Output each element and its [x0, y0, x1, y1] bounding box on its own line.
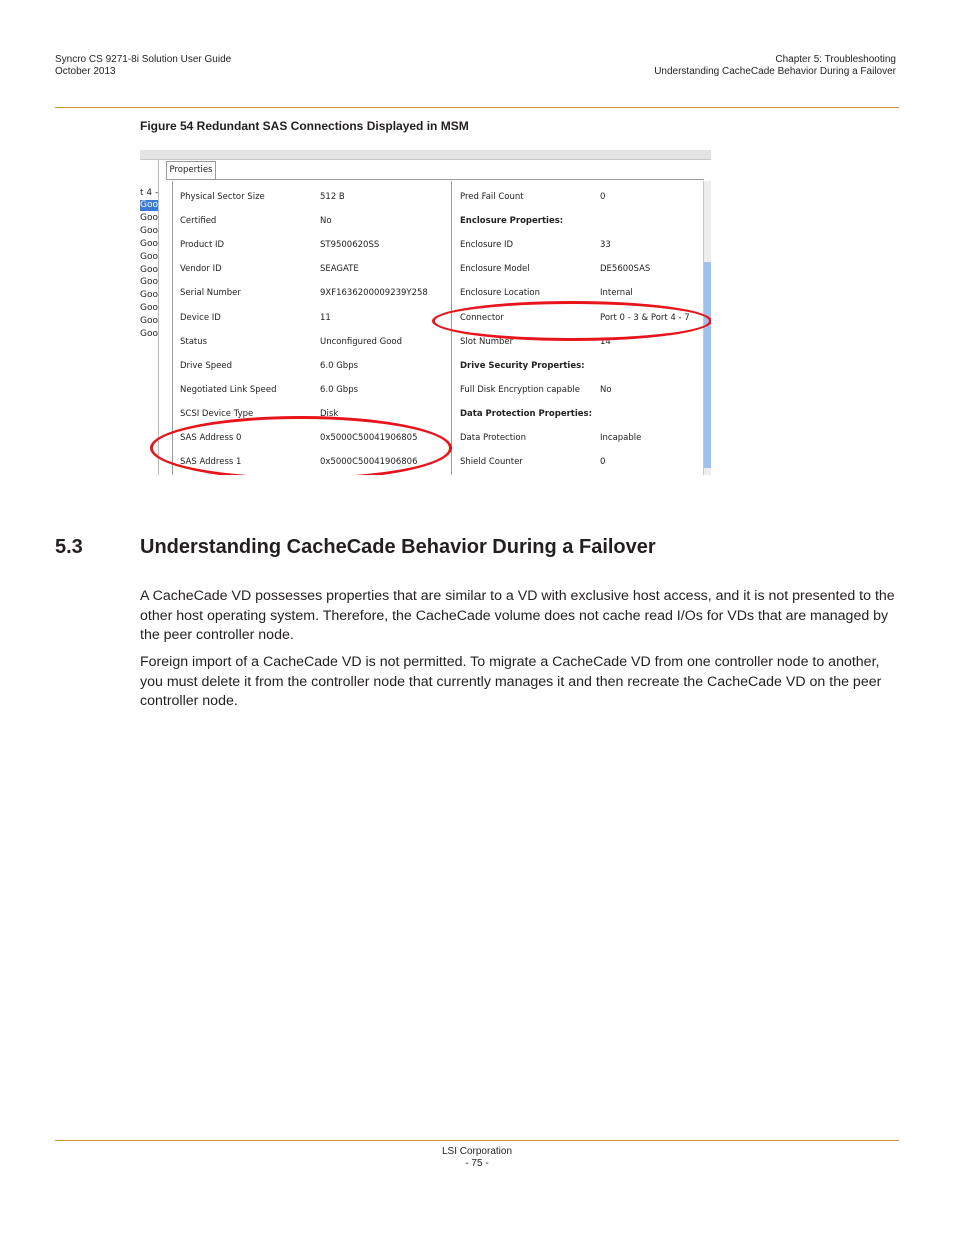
property-group-header: Enclosure Properties:: [460, 216, 564, 227]
property-value: 6.0 Gbps: [320, 384, 359, 395]
property-label: SAS Address 1: [180, 457, 242, 468]
body-paragraph-2: Foreign import of a CacheCade VD is not permitted. To migrate a CacheCade VD from one controller node to another, you must delete it from the controller node that currently manages it and then recreate the CacheCade VD on the peer controller node.: [140, 654, 882, 709]
property-value: 0: [600, 457, 606, 468]
property-label: Pred Fail Count: [460, 192, 524, 202]
property-value: No: [320, 216, 332, 227]
tree-item-fragment[interactable]: Goo: [140, 303, 158, 314]
property-value: Incapable: [600, 433, 642, 443]
msm-properties-screenshot: [140, 150, 711, 475]
tree-item-fragment[interactable]: Goo: [140, 238, 158, 249]
window-top-bar: [140, 150, 711, 160]
property-value: SEAGATE: [320, 264, 359, 275]
property-value: 11: [320, 312, 331, 323]
header-rule: [55, 107, 899, 108]
property-value: 9XF1636200009239Y258: [320, 288, 428, 299]
property-label: Enclosure ID: [460, 240, 514, 251]
property-label: Enclosure Model: [460, 264, 530, 275]
footer-company: LSI Corporation: [441, 1146, 513, 1157]
property-value: Disk: [320, 408, 339, 419]
property-value: No: [600, 384, 612, 395]
device-tree-strip: [140, 160, 159, 475]
property-value: Port 0 - 3 & Port 4 - 7: [600, 312, 690, 323]
highlight-circle-sas-addresses: [150, 416, 452, 475]
tree-item-fragment[interactable]: Goo: [140, 212, 158, 223]
tree-item-fragment[interactable]: Goo: [140, 290, 158, 301]
property-label: Physical Sector Size: [180, 192, 265, 202]
doc-date: October 2013: [55, 66, 116, 77]
property-value: 0x5000C50041906806: [320, 457, 418, 468]
property-label: Data Protection: [460, 433, 526, 443]
property-label: SCSI Device Type: [180, 408, 254, 419]
section-title: Understanding CacheCade Behavior During a Failover: [140, 536, 656, 558]
property-value: 0: [600, 192, 606, 202]
tree-item-fragment[interactable]: Goo: [140, 264, 158, 275]
property-value: 6.0 Gbps: [320, 360, 359, 371]
property-group-header: Drive Security Properties:: [460, 360, 585, 371]
property-value: 33: [600, 240, 611, 251]
tree-item-fragment[interactable]: Goo: [140, 200, 158, 210]
property-label: Shield Counter: [460, 457, 523, 468]
page-number: - 75 -: [465, 1158, 489, 1169]
property-value: 0x5000C50041906805: [320, 433, 418, 443]
section-running-title: Understanding CacheCade Behavior During a Failover: [654, 66, 896, 77]
running-header-left: [55, 54, 231, 78]
tree-item-fragment[interactable]: Goo: [140, 277, 158, 288]
property-label: Slot Number: [460, 336, 514, 347]
property-group-header: Data Protection Properties:: [460, 408, 593, 419]
property-label: Status: [180, 336, 208, 347]
property-label: Device ID: [180, 312, 221, 323]
tree-item-fragment[interactable]: Goo: [140, 225, 158, 236]
highlight-circle-connector: [432, 301, 711, 341]
property-label: Drive Speed: [180, 360, 233, 371]
property-value: ST9500620SS: [320, 240, 380, 251]
property-value: 14: [600, 336, 611, 347]
figure-caption: Figure 54 Redundant SAS Connections Displayed in MSM: [140, 119, 469, 133]
section-number: 5.3: [55, 536, 83, 558]
tab-properties[interactable]: Properties: [166, 161, 216, 179]
property-value: 512 B: [320, 192, 345, 202]
property-value: DE5600SAS: [600, 264, 651, 275]
scrollbar-thumb[interactable]: [704, 262, 711, 468]
doc-title: Syncro CS 9271-8i Solution User Guide: [55, 54, 232, 65]
property-label: SAS Address 0: [180, 433, 242, 443]
tree-header-fragment: t 4 -: [140, 188, 158, 198]
property-label: Negotiated Link Speed: [180, 384, 277, 395]
property-label: Vendor ID: [180, 264, 222, 275]
chapter-title: Chapter 5: Troubleshooting: [775, 54, 896, 65]
tree-item-fragment[interactable]: Goo: [140, 316, 158, 327]
property-value: Unconfigured Good: [320, 336, 403, 347]
tree-item-fragment[interactable]: Goo: [140, 251, 158, 262]
property-label: Full Disk Encryption capable: [460, 384, 581, 395]
property-value: Internal: [600, 288, 633, 299]
footer-rule: [55, 1140, 899, 1141]
running-header-right: [654, 54, 896, 78]
tree-item-fragment[interactable]: Goo: [140, 329, 158, 339]
property-label: Certified: [180, 216, 217, 227]
panel-border: [166, 179, 704, 180]
property-label: Connector: [460, 312, 504, 323]
property-label: Enclosure Location: [460, 288, 540, 299]
property-label: Serial Number: [180, 288, 241, 299]
property-label: Product ID: [180, 240, 225, 251]
body-paragraph-1: A CacheCade VD possesses properties that are similar to a VD with exclusive host access, and it is not presented to the other host operating system. Therefore, the CacheCade volume does not cache read I/Os for VDs that are managed by the peer controller node.: [140, 588, 895, 643]
